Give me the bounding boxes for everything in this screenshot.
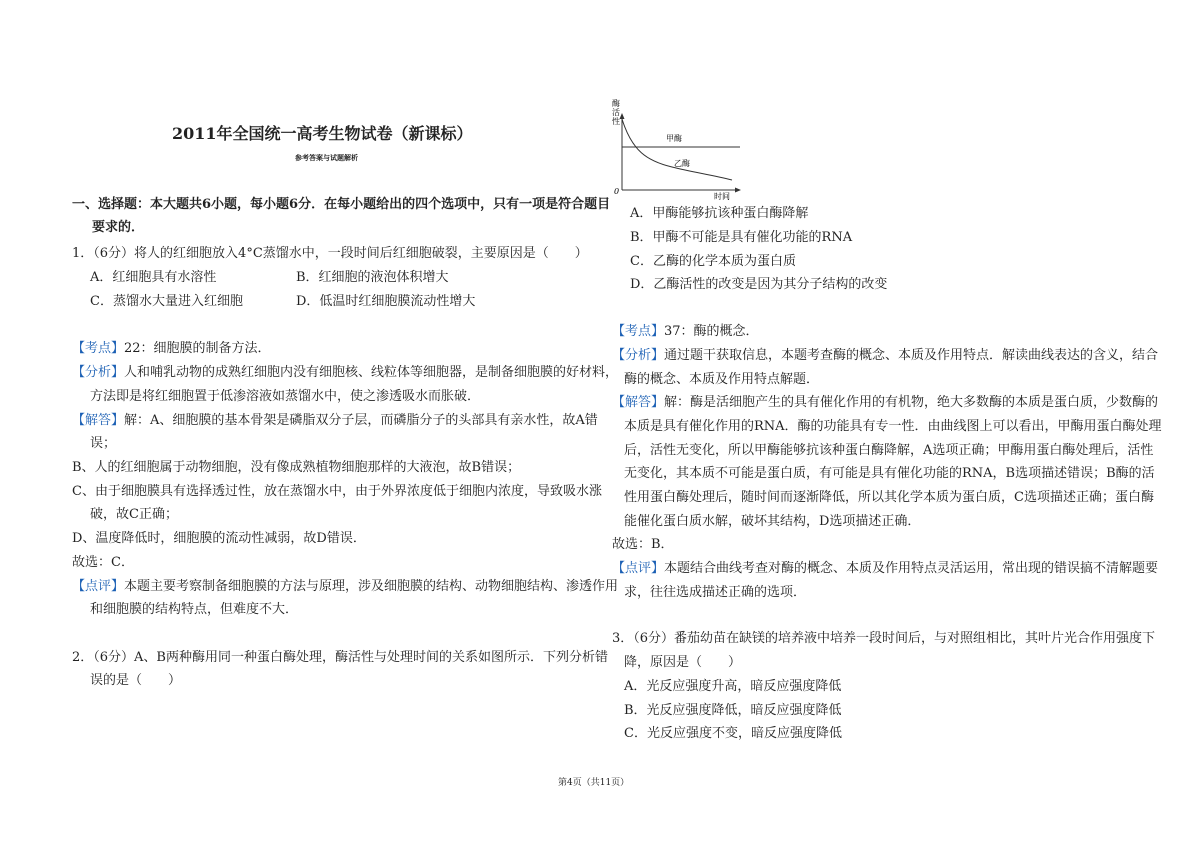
- q1-jieda-line2: 误；: [90, 436, 117, 451]
- q2-option-b: B．甲酶不可能是具有催化功能的RNA: [630, 230, 853, 245]
- q1-option-a: A．红细胞具有水溶性: [90, 270, 217, 285]
- q2-fenxi: [612, 344, 1158, 367]
- curve-yimei: [622, 119, 732, 180]
- page-title: 2011年全国统一高考生物试卷（新课标）: [172, 124, 473, 143]
- q1-dianping: [72, 575, 618, 598]
- q2-option-c: C．乙酶的化学本质为蛋白质: [630, 254, 796, 269]
- figure-origin: 0: [614, 187, 620, 196]
- q3-option-b: B．光反应强度降低，暗反应强度降低: [624, 703, 842, 718]
- section-heading: 一、选择题：本大题共6小题，每小题6分．在每小题给出的四个选项中，只有一项是符合题目: [72, 197, 611, 212]
- q2-jieda: [612, 391, 1158, 414]
- q1-stem: 1．（6分）将人的红细胞放入4°C蒸馏水中，一段时间后红细胞破裂，主要原因是（ ）: [72, 246, 588, 261]
- figure-y-label-1: 酶: [612, 99, 620, 108]
- kaodian-text: 37：酶的概念．: [664, 324, 759, 339]
- q1-jieda-line6: D、温度降低时，细胞膜的流动性减弱，故D错误．: [72, 531, 366, 546]
- q2-jieda-line3: 后，活性无变化，所以甲酶能够抗该种蛋白酶降解，A选项正确；甲酶用蛋白酶处理后，活性: [624, 443, 1154, 458]
- fenxi-tag: 【分析】: [612, 348, 665, 363]
- q2-jieda-line5: 性用蛋白酶处理后，随时间而逐渐降低，所以其化学本质为蛋白质，C选项描述正确；蛋白酶: [624, 490, 1154, 505]
- fenxi-tag: 【分析】: [72, 365, 125, 380]
- q2-stem: 2．（6分）A、B两种酶用同一种蛋白酶处理，酶活性与处理时间的关系如图所示．下列分析错: [72, 650, 608, 665]
- dianping-text: 本题主要考察制备细胞膜的方法与原理，涉及细胞膜的结构、动物细胞结构、渗透作用: [124, 579, 619, 594]
- figure-x-label: 时间: [714, 192, 730, 201]
- figure-x-arrow: [735, 188, 741, 193]
- q1-fenxi: [72, 361, 618, 384]
- dianping-text: 本题结合曲线考查对酶的概念、本质及作用特点灵活运用，常出现的错误搞不清解题要: [664, 561, 1159, 576]
- q3-stem-cont: 降，原因是（ ）: [624, 655, 742, 670]
- q2-jieda-line4: 无变化，其本质不可能是蛋白质，有可能是具有催化功能的RNA，B选项描述错误；B酶的活: [624, 466, 1155, 481]
- kaodian-text: 22：细胞膜的制备方法．: [124, 341, 271, 356]
- jieda-text: 解：酶是活细胞产生的具有催化作用的有机物，绝大多数酶的本质是蛋白质，少数酶的: [664, 395, 1159, 410]
- q1-jieda-line4: C、由于细胞膜具有选择透过性，放在蒸馏水中，由于外界浓度低于细胞内浓度，导致吸水涨: [72, 484, 602, 499]
- figure-y-label-3: 性: [612, 117, 620, 126]
- kaodian-tag: 【考点】: [612, 324, 665, 339]
- figure-y-arrow: [620, 113, 625, 119]
- q1-jieda: [72, 409, 598, 432]
- curve-yimei-label: 乙酶: [674, 159, 690, 168]
- q3-option-a: A．光反应强度升高，暗反应强度降低: [624, 679, 842, 694]
- page-subtitle: 参考答案与试题解析: [295, 153, 358, 162]
- q1-option-d: D．低温时红细胞膜流动性增大: [296, 294, 476, 309]
- q2-kaodian: [612, 320, 759, 343]
- q2-option-a: A．甲酶能够抗该种蛋白酶降解: [630, 206, 809, 221]
- q3-stem: 3．（6分）番茄幼苗在缺镁的培养液中培养一段时间后，与对照组相比，其叶片光合作用强度下: [612, 631, 1156, 646]
- q1-jieda-line5: 破，故C正确；: [90, 507, 178, 522]
- jieda-tag: 【解答】: [612, 395, 665, 410]
- q2-jieda-line6: 能催化蛋白质水解，破坏其结构，D选项描述正确．: [624, 514, 921, 529]
- q1-answer: 故选：C．: [72, 555, 134, 570]
- enzyme-activity-figure: [612, 96, 752, 206]
- q2-dianping-cont: 求，往往选成描述正确的选项．: [624, 585, 807, 600]
- q2-option-d: D．乙酶活性的改变是因为其分子结构的改变: [630, 277, 888, 292]
- figure-y-label-2: 活: [612, 108, 620, 117]
- q1-option-c: C．蒸馏水大量进入红细胞: [90, 294, 243, 309]
- section-heading-cont: 要求的．: [92, 220, 145, 235]
- q1-fenxi-cont: 方法即是将红细胞置于低渗溶液如蒸馏水中，使之渗透吸水而胀破．: [90, 389, 481, 404]
- q1-jieda-line3: B、人的红细胞属于动物细胞，没有像成熟植物细胞那样的大液泡，故B错误；: [72, 460, 521, 475]
- fenxi-text: 通过题干获取信息，本题考查酶的概念、本质及作用特点．解读曲线表达的含义，结合: [664, 348, 1159, 363]
- q1-kaodian: [72, 337, 271, 360]
- q2-answer: 故选：B．: [612, 537, 674, 552]
- q3-option-c: C．光反应强度不变，暗反应强度降低: [624, 726, 842, 741]
- page-footer: 第4页（共11页）: [558, 778, 630, 788]
- fenxi-text: 人和哺乳动物的成熟红细胞内没有细胞核、线粒体等细胞器，是制备细胞膜的好材料，: [124, 365, 619, 380]
- kaodian-tag: 【考点】: [72, 341, 125, 356]
- dianping-tag: 【点评】: [72, 579, 125, 594]
- jieda-tag: 【解答】: [72, 413, 125, 428]
- q2-fenxi-cont: 酶的概念、本质及作用特点解题．: [624, 372, 820, 387]
- q2-stem-cont: 误的是（ ）: [90, 673, 182, 688]
- jieda-text: 解：A、细胞膜的基本骨架是磷脂双分子层，而磷脂分子的头部具有亲水性，故A错: [124, 413, 598, 428]
- q1-option-b: B．红细胞的液泡体积增大: [296, 270, 449, 285]
- dianping-tag: 【点评】: [612, 561, 665, 576]
- q2-jieda-line2: 本质是具有催化作用的RNA．酶的功能具有专一性．由曲线图上可以看出，甲酶用蛋白酶处理: [624, 419, 1162, 434]
- curve-jiamei-label: 甲酶: [666, 134, 682, 143]
- q1-dianping-cont: 和细胞膜的结构特点，但难度不大．: [90, 602, 299, 617]
- q2-dianping: [612, 557, 1158, 580]
